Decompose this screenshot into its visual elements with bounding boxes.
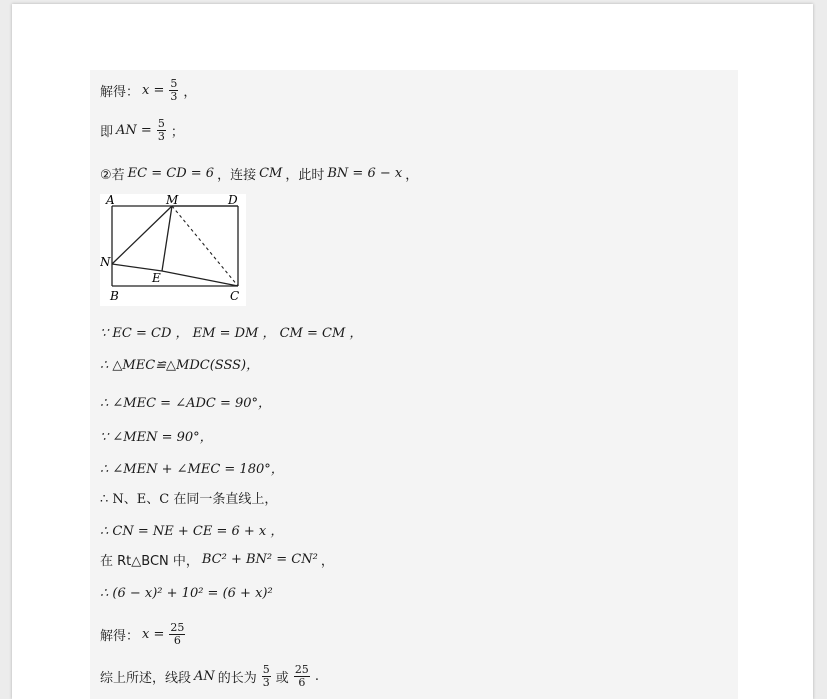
solution-line-13 [100, 622, 187, 647]
text-segment: 综上所述，线段 [100, 671, 192, 686]
label-M: M [166, 194, 179, 207]
solution-line-12: ∴ (6 − x)² + 10² = (6 + x)² [100, 586, 273, 601]
denominator: 3 [262, 676, 270, 689]
fraction [169, 78, 178, 103]
solution-line-14 [100, 664, 319, 689]
fraction [157, 118, 166, 143]
rectangle-diagram [100, 194, 246, 306]
denominator: 3 [170, 90, 178, 103]
solution-line-5: ∴ △MEC≌△MDC(SSS)， [100, 358, 260, 373]
math-expression: BC² + BN² = CN² [201, 552, 318, 567]
text-segment: 即 [100, 125, 114, 140]
math-expression: BN = 6 − x [327, 166, 403, 181]
segment-MC-dashed [172, 206, 238, 286]
segment-ME [162, 206, 172, 271]
numerator: 25 [294, 663, 309, 676]
text-segment: 的长为 [217, 671, 257, 686]
punctuation: ， [183, 85, 197, 100]
segment-NM [112, 206, 172, 264]
text-segment: 解得： [100, 629, 140, 644]
label-C: C [230, 289, 240, 303]
math-expression: AN [194, 669, 215, 684]
fraction [262, 664, 271, 689]
solution-line-1 [100, 78, 196, 103]
math-expression: EC = CD = 6 [127, 166, 215, 181]
solution-line-3 [100, 164, 418, 183]
solution-line-4: ∵ EC = CD ， EM = DM ， CM = CM ， [100, 326, 363, 341]
punctuation: ， [320, 554, 334, 569]
label-A: A [106, 194, 115, 207]
text-segment: ，连接 [217, 168, 257, 183]
label-E: E [152, 271, 161, 285]
text-segment: 在 Rt△BCN 中， [100, 554, 199, 569]
math-expression: CM [259, 166, 283, 181]
solution-line-10: ∴ CN = NE + CE = 6 + x ， [100, 524, 284, 539]
solution-line-11 [100, 550, 334, 569]
label-D: D [228, 194, 238, 207]
punctuation: ； [170, 125, 184, 140]
numerator: 5 [262, 663, 270, 676]
solution-line-2 [100, 118, 184, 143]
solution-line-9: ∴ N、E、C 在同一条直线上， [100, 492, 278, 507]
numerator: 5 [157, 117, 165, 130]
math-expression: AN = [116, 123, 152, 138]
numerator: 5 [170, 77, 178, 90]
segment-NE [112, 264, 162, 271]
fraction [169, 622, 185, 647]
text-segment: ，此时 [285, 168, 325, 183]
denominator: 3 [157, 130, 165, 143]
punctuation: . [314, 669, 319, 684]
label-N: N [100, 255, 111, 269]
math-expression: x = [142, 627, 165, 642]
geometry-figure [100, 194, 246, 306]
denominator: 6 [298, 676, 306, 689]
segment-EC [162, 271, 238, 286]
fraction [294, 664, 310, 689]
document-page [12, 4, 813, 699]
text-segment: 或 [275, 671, 289, 686]
math-expression: x = [142, 83, 165, 98]
punctuation: ， [405, 168, 419, 183]
numerator: 25 [170, 621, 185, 634]
text-segment: 解得： [100, 85, 140, 100]
solution-line-7: ∵ ∠MEN = 90°， [100, 430, 213, 445]
solution-line-8: ∴ ∠MEN + ∠MEC = 180°， [100, 462, 284, 477]
solution-content [90, 70, 738, 699]
label-B: B [110, 289, 119, 303]
denominator: 6 [173, 634, 181, 647]
solution-line-6: ∴ ∠MEC = ∠ADC = 90°， [100, 396, 272, 411]
text-segment: ②若 [100, 168, 125, 183]
